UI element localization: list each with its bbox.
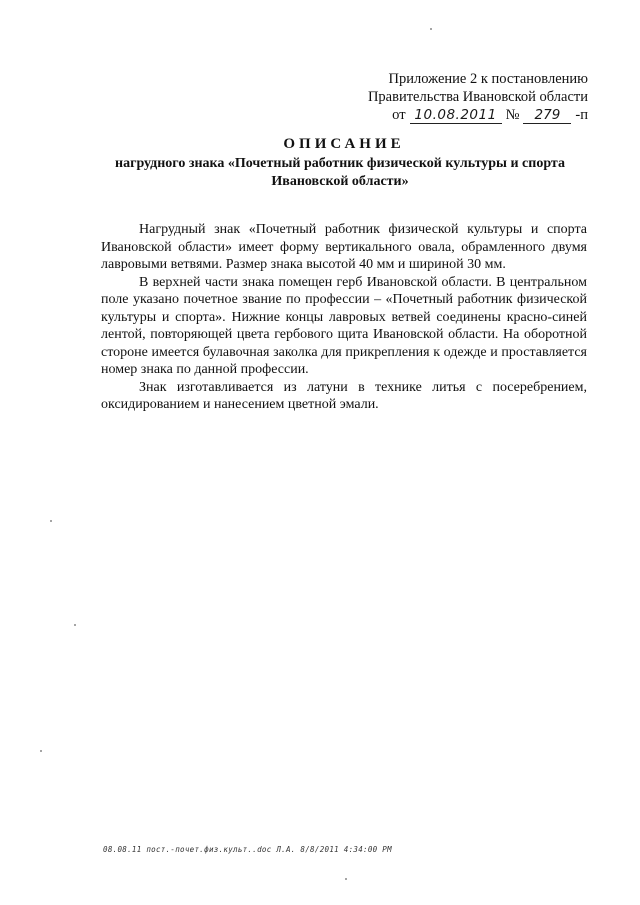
description-body [101, 221, 587, 414]
document-subtitle: нагрудного знака «Почетный работник физической культуры и спорта Ивановской области» [115, 156, 565, 189]
document-title: ОПИСАНИЕ [283, 136, 405, 152]
scan-speck [40, 750, 42, 752]
scan-speck [345, 878, 347, 880]
appendix-line-2: Правительства Ивановской области [367, 89, 588, 105]
scan-speck [430, 28, 432, 30]
paragraph-design: В верхней части знака помещен герб Ивановской области. В центральном поле указано почетное звание по профессии – «Почетный работник физической культуры и спорта». Нижние концы лавровых ветвей соединены красно-синей лентой, повторяющей цвета гербового щита Ивановской области. На оборотной стороне имеется булавочная заколка для прикрепления к одежде и проставляется номер знака по данной профессии. [101, 274, 587, 377]
scan-speck [74, 624, 76, 626]
from-label: от [392, 107, 406, 123]
handwritten-date: 10.08.2011 [410, 108, 502, 124]
number-suffix: -п [575, 107, 588, 123]
document-title-block [100, 135, 580, 191]
scan-speck [50, 520, 52, 522]
paragraph-material: Знак изготавливается из латуни в технике литья с посеребрением, оксидированием и нанесением цветной эмали. [101, 379, 587, 412]
paragraph-shape-size: Нагрудный знак «Почетный работник физической культуры и спорта Ивановской области» имеет форму вертикального овала, обрамленного двумя лавровыми ветвями. Размер знака высотой 40 мм и шириной 30 мм. [101, 222, 587, 272]
appendix-line-1: Приложение 2 к постановлению [388, 71, 588, 87]
appendix-header [328, 70, 588, 124]
handwritten-number: 279 [523, 108, 571, 124]
appendix-reference-line [328, 106, 588, 124]
number-sign: № [505, 107, 520, 123]
file-footer: 08.08.11 пост.-почет.физ.культ..doc Л.А. 8/8/2011 4:34:00 PM [103, 845, 392, 854]
